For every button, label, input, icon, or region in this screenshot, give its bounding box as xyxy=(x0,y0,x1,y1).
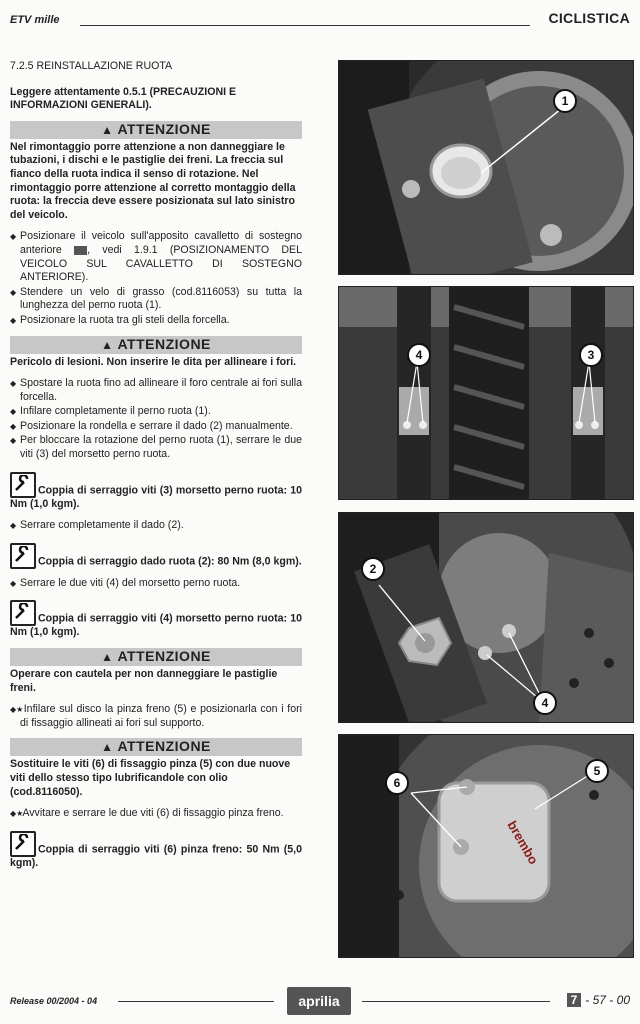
intro-text: Leggere attentamente 0.5.1 (PRECAUZIONI E INFORMAZIONI GENERALI). xyxy=(10,85,237,112)
bullet-icon: ◆ xyxy=(10,521,17,531)
step-item: ◆ Serrare le due viti (4) del morsetto perno ruota. xyxy=(10,576,241,589)
torque-spec-2: Coppia di serraggio dado ruota (2): 80 Nm (8,0 kgm). xyxy=(10,543,302,569)
callout-label: 5 xyxy=(585,759,609,783)
photo-axle-nut xyxy=(338,512,634,723)
callout-label: 2 xyxy=(361,557,385,581)
warning-icon: ▲ xyxy=(101,650,114,665)
warning-icon: ▲ xyxy=(101,337,114,352)
bullet-icon: ◆ xyxy=(10,315,17,325)
callout-label: 3 xyxy=(579,343,603,367)
torque-spec-4: Coppia di serraggio viti (6) pinza freno: 50 Nm (5,0 kgm). xyxy=(10,831,302,871)
step-item: ◆★ Infilare sul disco la pinza freno (5) e posizionarla con i fori di fissaggio allineati ai fori sul supporto. xyxy=(10,703,302,729)
step-item: ◆ Posizionare il veicolo sull'apposito cavalletto di sostegno anteriore , vedi 1.9.1 (POSIZIONAMENTO DEL VEICOLO SUL CAVALLETTO DI SOSTEGNO ANTERIORE). xyxy=(10,230,302,284)
callout-label: 4 xyxy=(407,343,431,367)
warning-icon: ▲ xyxy=(101,122,114,137)
photo-fork-clamps xyxy=(338,286,634,500)
warning-text-2: Pericolo di lesioni. Non inserire le dita per allineare i fori. xyxy=(10,355,297,368)
warning-banner-3: ▲ ATTENZIONE xyxy=(10,648,302,666)
warning-text-3: Operare con cautela per non danneggiare le pastiglie freni. xyxy=(10,668,278,694)
step-item: ◆ Infilare completamente il perno ruota (1). xyxy=(10,405,211,418)
step-item: ◆ Per bloccare la rotazione del perno ruota (1), serrare le due viti (3) del morsetto perno ruota. xyxy=(10,434,302,461)
step-item: ◆ Stendere un velo di grasso (cod.8116053) su tutta la lunghezza del perno ruota (1). xyxy=(10,285,302,312)
footer-page-number xyxy=(567,993,630,1007)
tool-icon xyxy=(74,246,87,255)
footer-chapter: 7 xyxy=(567,993,582,1007)
photo-axle-nut-drawing xyxy=(339,513,633,722)
footer-brand-logo: aprilia xyxy=(287,987,351,1015)
header-model: ETV mille xyxy=(10,14,60,26)
caliper-brand-label: brembo xyxy=(504,818,542,867)
torque-spec-1: Coppia di serraggio viti (3) morsetto perno ruota: 10 Nm (1,0 kgm). xyxy=(10,472,302,512)
bullet-icon: ◆★ xyxy=(10,705,24,715)
footer-rule-left xyxy=(118,1001,274,1002)
section-title: 7.2.5 REINSTALLAZIONE RUOTA xyxy=(10,60,173,72)
photo-wheel-hub xyxy=(338,60,634,275)
header-rule xyxy=(80,25,530,26)
warning-icon: ▲ xyxy=(101,740,114,755)
warning-text-4: Sostituire le viti (6) di fissaggio pinza (5) con due nuove viti dello stesso tipo lubrificandole con olio (cod.8116050). xyxy=(10,758,291,798)
callout-label: 1 xyxy=(553,89,577,113)
wrench-icon xyxy=(10,472,36,498)
step-item: ◆ Posizionare la rondella e serrare il dado (2) manualmente. xyxy=(10,419,293,432)
step-item: ◆ Spostare la ruota fino ad allineare il foro centrale ai fori sulla forcella. xyxy=(10,377,302,403)
footer-release: Release 00/2004 - 04 xyxy=(10,996,98,1006)
step-item: ◆ Serrare completamente il dado (2). xyxy=(10,519,184,532)
footer-rule-right xyxy=(362,1001,550,1002)
bullet-icon: ◆ xyxy=(10,232,17,242)
bullet-icon: ◆ xyxy=(10,578,17,588)
photo-brake-caliper xyxy=(338,734,634,958)
bullet-icon: ◆ xyxy=(10,436,17,446)
photo-fork-clamps-drawing xyxy=(339,287,633,499)
bullet-icon: ◆★ xyxy=(10,809,24,819)
wrench-icon xyxy=(10,543,36,569)
step-item: ◆ Posizionare la ruota tra gli steli della forcella. xyxy=(10,313,230,326)
torque-spec-3: Coppia di serraggio viti (4) morsetto perno ruota: 10 Nm (1,0 kgm). xyxy=(10,600,302,640)
warning-text-1: Nel rimontaggio porre attenzione a non danneggiare le tubazioni, i dischi e le pastiglie dei freni. La freccia sul fianco della ruota indica il senso di rotazione. Nel rimontaggio porre attenzione al corretto montaggio della ruota: la freccia deve essere posizionata sul lato sinistro del veicolo. xyxy=(10,140,296,221)
callout-label: 4 xyxy=(533,691,557,715)
bullet-icon: ◆ xyxy=(10,421,17,431)
wrench-icon xyxy=(10,831,36,857)
warning-banner-2: ▲ ATTENZIONE xyxy=(10,336,302,354)
header-section: CICLISTICA xyxy=(548,10,630,26)
text-column xyxy=(10,60,302,878)
step-item: ◆★ Avvitare e serrare le due viti (6) di fissaggio pinza freno. xyxy=(10,807,284,820)
photo-wheel-hub-drawing xyxy=(339,61,633,274)
callout-label: 6 xyxy=(385,771,409,795)
bullet-icon: ◆ xyxy=(10,379,17,389)
bullet-icon: ◆ xyxy=(10,407,17,417)
warning-banner-1: ▲ ATTENZIONE xyxy=(10,121,302,139)
footer-page: - 57 - 00 xyxy=(585,993,630,1007)
bullet-icon: ◆ xyxy=(10,287,17,297)
warning-banner-4: ▲ ATTENZIONE xyxy=(10,738,302,756)
wrench-icon xyxy=(10,600,36,626)
